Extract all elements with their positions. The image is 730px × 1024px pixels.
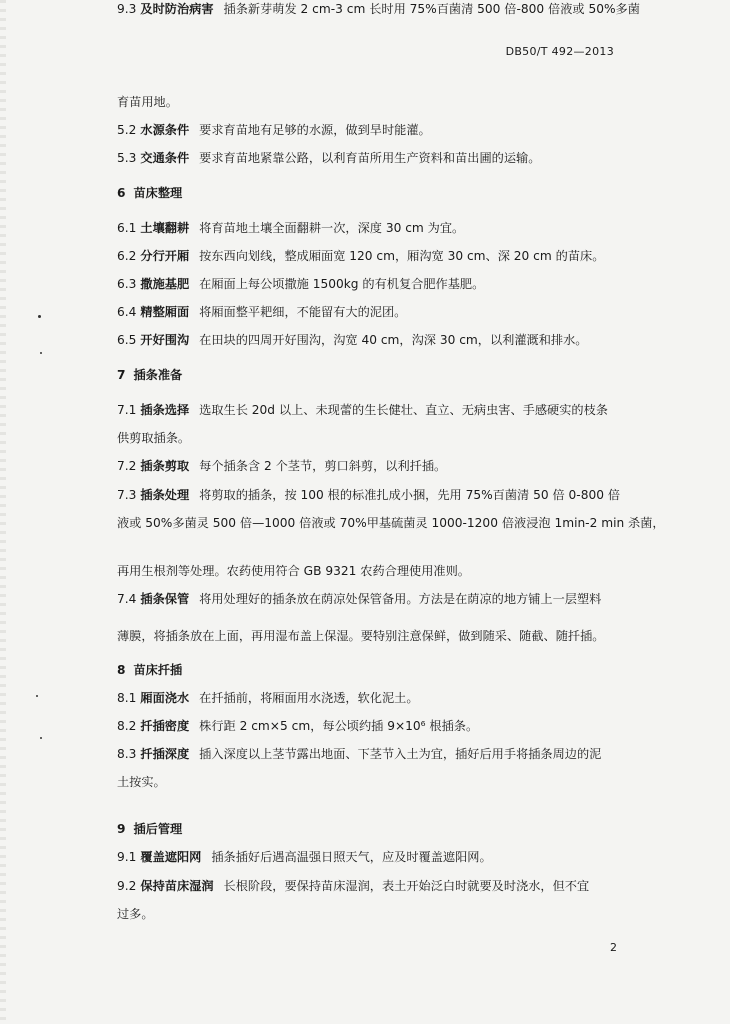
- clause-number: 6.4: [117, 305, 137, 319]
- section-heading: [117, 366, 182, 383]
- body-line: [117, 514, 665, 531]
- clause-text: 再用生根剂等处理。农药使用符合 GB 9321 农药合理使用准则。: [117, 564, 470, 578]
- body-line: [117, 303, 406, 320]
- clause-number: 6.2: [117, 249, 137, 263]
- section-heading: [117, 184, 182, 201]
- clause-text: 供剪取插条。: [117, 431, 191, 445]
- section-number: 9: [117, 822, 126, 836]
- clause-number: 6.5: [117, 333, 137, 347]
- clause-text: 插入深度以上茎节露出地面、下茎节入土为宜，插好后用手将插条周边的泥: [199, 747, 602, 761]
- clause-text: 选取生长 20d 以上、未现蕾的生长健壮、直立、无病虫害、手感硬实的枝条: [199, 403, 608, 417]
- body-line: [117, 877, 589, 894]
- clause-title: 开好围沟: [140, 333, 190, 347]
- body-line: [117, 848, 492, 865]
- body-line: [117, 149, 540, 166]
- body-line: [117, 717, 478, 734]
- body-line: [117, 627, 605, 644]
- clause-number: 9.2: [117, 879, 137, 893]
- scan-edge: [0, 0, 6, 1024]
- body-line: [117, 0, 640, 17]
- clause-number: 5.3: [117, 151, 137, 165]
- clause-number: 8.2: [117, 719, 137, 733]
- clause-text: 育苗用地。: [117, 95, 178, 109]
- scan-speck: [38, 315, 41, 318]
- section-title: 苗床扦插: [133, 663, 183, 677]
- clause-title: 保持苗床湿润: [140, 879, 214, 893]
- section-title: 苗床整理: [133, 186, 183, 200]
- body-line: [117, 331, 588, 348]
- clause-number: 9.3: [117, 2, 137, 16]
- clause-number: 7.2: [117, 459, 137, 473]
- clause-number: 6.1: [117, 221, 137, 235]
- clause-number: 7.1: [117, 403, 137, 417]
- clause-title: 插条剪取: [140, 459, 190, 473]
- body-line: [117, 247, 604, 264]
- clause-title: 插条选择: [140, 403, 190, 417]
- clause-text: 插条插好后遇高温强日照天气，应及时覆盖遮阳网。: [211, 850, 492, 864]
- clause-number: 6.3: [117, 277, 137, 291]
- clause-text: 液或 50%多菌灵 500 倍—1000 倍液或 70%甲基硫菌灵 1000-1200 倍液浸泡 1min-2 min 杀菌，: [117, 516, 665, 530]
- clause-title: 水源条件: [140, 123, 190, 137]
- page-number: 2: [610, 941, 617, 954]
- clause-title: 土壤翻耕: [140, 221, 190, 235]
- clause-title: 插条处理: [140, 488, 190, 502]
- clause-text: 在厢面上每公顷撒施 1500kg 的有机复合肥作基肥。: [199, 277, 485, 291]
- clause-title: 交通条件: [140, 151, 190, 165]
- clause-text: 过多。: [117, 907, 154, 921]
- clause-text: 将用处理好的插条放在荫凉处保管备用。方法是在荫凉的地方铺上一层塑料: [199, 592, 602, 606]
- clause-text: 株行距 2 cm×5 cm，每公顷约插 9×10⁶ 根插条。: [199, 719, 479, 733]
- body-line: [117, 689, 419, 706]
- body-line: [117, 773, 166, 790]
- clause-text: 将剪取的插条，按 100 根的标准扎成小捆，先用 75%百菌清 50 倍 0-800 倍: [199, 488, 621, 502]
- clause-title: 及时防治病害: [140, 2, 214, 16]
- clause-title: 撒施基肥: [140, 277, 190, 291]
- section-number: 7: [117, 368, 126, 382]
- clause-text: 将育苗地土壤全面翻耕一次，深度 30 cm 为宜。: [199, 221, 465, 235]
- body-line: [117, 905, 154, 922]
- body-line: [117, 275, 484, 292]
- clause-title: 厢面浇水: [140, 691, 190, 705]
- clause-number: 9.1: [117, 850, 137, 864]
- clause-text: 每个插条含 2 个茎节，剪口斜剪，以利扦插。: [199, 459, 447, 473]
- scan-speck: [40, 737, 42, 739]
- body-line: [117, 562, 470, 579]
- section-title: 插条准备: [133, 368, 183, 382]
- body-line: [117, 121, 431, 138]
- clause-text: 插条新芽萌发 2 cm-3 cm 长时用 75%百菌清 500 倍-800 倍液或 50%多菌: [223, 2, 640, 16]
- clause-text: 土按实。: [117, 775, 166, 789]
- clause-number: 7.4: [117, 592, 137, 606]
- body-line: [117, 590, 601, 607]
- body-line: [117, 745, 601, 762]
- clause-number: 7.3: [117, 488, 137, 502]
- clause-text: 按东西向划线，整成厢面宽 120 cm，厢沟宽 30 cm、深 20 cm 的苗床。: [199, 249, 605, 263]
- scan-speck: [36, 695, 38, 697]
- section-heading: [117, 820, 182, 837]
- clause-number: 8.3: [117, 747, 137, 761]
- body-line: [117, 457, 446, 474]
- clause-title: 覆盖遮阳网: [140, 850, 202, 864]
- section-number: 8: [117, 663, 126, 677]
- clause-number: 8.1: [117, 691, 137, 705]
- clause-title: 分行开厢: [140, 249, 190, 263]
- clause-number: 5.2: [117, 123, 137, 137]
- clause-text: 要求育苗地有足够的水源，做到旱时能灌。: [199, 123, 431, 137]
- clause-text: 长根阶段，要保持苗床湿润，表土开始泛白时就要及时浇水，但不宜: [223, 879, 590, 893]
- clause-text: 在扦插前，将厢面用水浇透，软化泥土。: [199, 691, 419, 705]
- body-line: [117, 429, 190, 446]
- doc-code-header: DB50/T 492—2013: [505, 45, 614, 58]
- clause-text: 将厢面整平耙细，不能留有大的泥团。: [199, 305, 407, 319]
- body-line: [117, 401, 608, 418]
- section-number: 6: [117, 186, 126, 200]
- body-line: [117, 93, 178, 110]
- body-line: [117, 486, 620, 503]
- clause-title: 扦插深度: [140, 747, 190, 761]
- section-title: 插后管理: [133, 822, 183, 836]
- clause-title: 插条保管: [140, 592, 190, 606]
- clause-title: 精整厢面: [140, 305, 190, 319]
- clause-title: 扦插密度: [140, 719, 190, 733]
- body-line: [117, 219, 464, 236]
- clause-text: 在田块的四周开好围沟，沟宽 40 cm，沟深 30 cm，以利灌溉和排水。: [199, 333, 588, 347]
- scan-speck: [40, 352, 42, 354]
- clause-text: 薄膜，将插条放在上面，再用湿布盖上保湿。要特别注意保鲜，做到随采、随截、随扦插。: [117, 629, 605, 643]
- section-heading: [117, 661, 182, 678]
- clause-text: 要求育苗地紧靠公路，以利育苗所用生产资料和苗出圃的运输。: [199, 151, 541, 165]
